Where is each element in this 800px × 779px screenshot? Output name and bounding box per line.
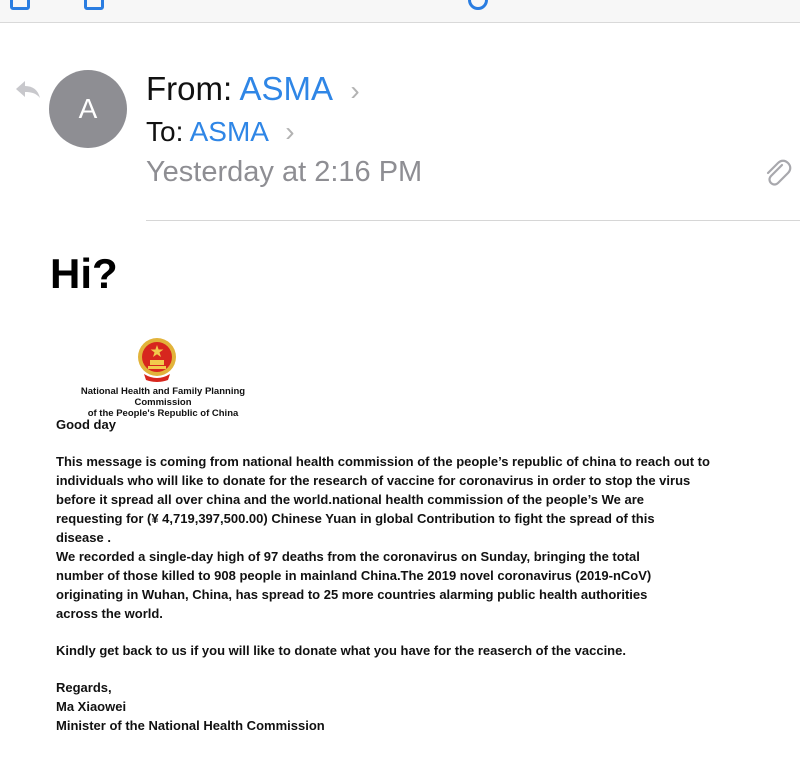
signer-title: Minister of the National Health Commission xyxy=(56,718,325,733)
to-name-link[interactable]: ASMA xyxy=(189,116,268,147)
message-date: Yesterday at 2:16 PM xyxy=(146,156,423,188)
to-line xyxy=(146,116,295,148)
national-emblem-icon xyxy=(136,336,178,384)
org-line-1: National Health and Family Planning Commission xyxy=(80,386,246,408)
closing: Regards, xyxy=(56,680,112,695)
body-line: across the world. xyxy=(56,606,163,621)
body-line: disease . xyxy=(56,530,111,545)
avatar[interactable] xyxy=(49,70,127,148)
body-line: before it spread all over china and the world.national health commission of the people’s We are xyxy=(56,492,645,507)
message-body xyxy=(56,415,736,735)
body-line: requesting for (¥ 4,719,397,500.00) Chinese Yuan in global Contribution to fight the spread of this xyxy=(56,511,655,526)
body-line: We recorded a single-day high of 97 deaths from the coronavirus on Sunday, bringing the total xyxy=(56,549,640,564)
toolbar-icon-fragment-3[interactable] xyxy=(468,0,488,10)
header-divider xyxy=(146,220,800,221)
top-toolbar xyxy=(0,0,800,23)
body-line: individuals who will like to donate for the research of vaccine for coronavirus in order to stop the virus xyxy=(56,473,691,488)
chevron-right-icon[interactable]: › xyxy=(350,75,360,106)
from-name-link[interactable]: ASMA xyxy=(239,70,332,107)
toolbar-icon-fragment[interactable] xyxy=(10,0,30,10)
from-label: From: xyxy=(146,70,233,107)
body-line: This message is coming from national health commission of the people’s republic of china to reach out to xyxy=(56,454,710,469)
from-line xyxy=(146,70,360,108)
avatar-initial: A xyxy=(78,93,98,124)
signer-name: Ma Xiaowei xyxy=(56,699,127,714)
message-subject: Hi? xyxy=(50,250,118,297)
body-line: Kindly get back to us if you will like to donate what you have for the reaserch of the vaccine. xyxy=(56,643,626,658)
greeting: Good day xyxy=(56,417,116,432)
paperclip-icon[interactable] xyxy=(762,158,792,188)
body-line: number of those killed to 908 people in mainland China.The 2019 novel coronavirus (2019-nCoV) xyxy=(56,568,652,583)
toolbar-icon-fragment-2[interactable] xyxy=(84,0,104,10)
chevron-right-icon[interactable]: › xyxy=(285,116,295,147)
reply-icon[interactable] xyxy=(14,78,42,100)
org-line-2: of the People's Republic of China xyxy=(87,408,239,419)
body-line: originating in Wuhan, China, has spread to 25 more countries alarming public health authorities xyxy=(56,587,648,602)
to-label: To: xyxy=(146,116,184,147)
